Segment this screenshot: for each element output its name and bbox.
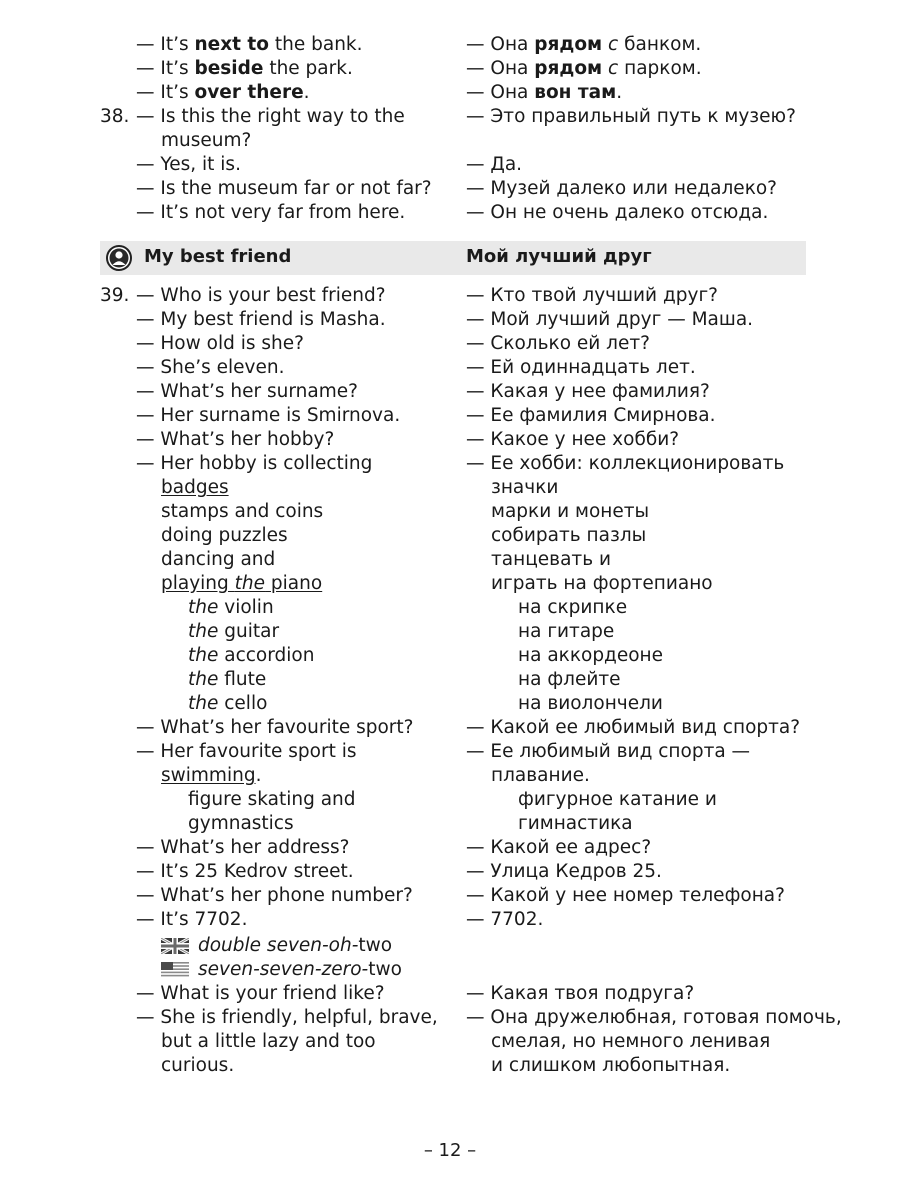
dialog-line-en: — Is this the right way to the [136,106,405,127]
instrument-ru: на флейте [518,669,621,690]
item-number: 38. [100,106,130,127]
dialog-line-en: — It’s 7702. [136,909,248,930]
vocab-line-ru: собирать пазлы [491,525,647,546]
person-icon [106,245,132,271]
dialog-line-en: — What’s her phone number? [136,885,413,906]
vocab-line-ru: гимнастика [518,813,633,834]
instrument-en: the flute [188,669,267,690]
dialog-line-ru: — Это правильный путь к музею? [466,106,796,127]
instrument-en: the accordion [188,645,315,666]
dialog-line-en-cont: but a little lazy and too [161,1031,376,1052]
dialog-line-ru: — Какая твоя подруга? [466,983,695,1004]
dialog-line-en: — Her favourite sport is [136,741,357,762]
vocab-line-en: figure skating and [188,789,356,810]
dialog-line-ru: — Какой ее адрес? [466,837,652,858]
vocab-line-en: doing puzzles [161,525,288,546]
dialog-line-ru: — Какой ее любимый вид спорта? [466,717,801,738]
dialog-line-en: — She is friendly, helpful, brave, [136,1007,438,1028]
dialog-line-ru-cont: и слишком любопытная. [491,1055,731,1076]
vocab-line-ru: марки и монеты [491,501,650,522]
vocab-line-en: swimming. [161,765,262,786]
dialog-line-ru: — Да. [466,154,523,175]
instrument-ru: на виолончели [518,693,663,714]
dialog-line-ru: — Ей одиннадцать лет. [466,357,696,378]
vocab-line-en: badges [161,477,229,498]
vocab-line-en: dancing and [161,549,276,570]
dialog-line-ru: — Какая у нее фамилия? [466,381,710,402]
instrument-en: the cello [188,693,268,714]
dialog-line-ru-cont: смелая, но немного ленивая [491,1031,771,1052]
instrument-ru: на аккордеоне [518,645,664,666]
vocab-line-ru: фигурное катание и [518,789,717,810]
dialog-line-en: — What’s her hobby? [136,429,335,450]
dialog-line-ru: — Ее любимый вид спорта — [466,741,751,762]
vocab-line-en: gymnastics [188,813,294,834]
dialog-line-ru: — Улица Кедров 25. [466,861,662,882]
dialog-line-en: — Who is your best friend? [136,285,386,306]
vocab-line-en: stamps and coins [161,501,324,522]
dialog-line-ru: — Сколько ей лет? [466,333,650,354]
dialog-line-en: — What is your friend like? [136,983,385,1004]
instrument-en: the violin [188,597,274,618]
dialog-line-ru: — Он не очень далеко отсюда. [466,202,769,223]
dialog-line-ru: — Она рядом с парком. [466,58,702,79]
instrument-en: the guitar [188,621,280,642]
dialog-line-ru: — Ее хобби: коллекционировать [466,453,785,474]
vocab-line-ru: играть на фортепиано [491,573,713,594]
dialog-line-en: — My best friend is Masha. [136,309,386,330]
section-title-ru: Мой лучший друг [466,246,652,267]
dialog-line-en-cont: curious. [161,1055,235,1076]
dialog-line-en: — It’s not very far from here. [136,202,406,223]
item-number: 39. [100,285,130,306]
dialog-line-en-cont: museum? [161,130,252,151]
dialog-line-en: — What’s her address? [136,837,350,858]
dialog-line-ru: — Мой лучший друг — Маша. [466,309,754,330]
dialog-line-en: — It’s over there. [136,82,310,103]
dialog-line-en: — It’s beside the park. [136,58,353,79]
dialog-line-ru: — Она вон там. [466,82,623,103]
section-title-en: My best friend [144,246,292,267]
dialog-line-en: — Her surname is Smirnova. [136,405,401,426]
pronunciation-us: seven-seven-zero-two [198,959,402,980]
dialog-line-ru: — Музей далеко или недалеко? [466,178,778,199]
uk-flag-icon [161,938,189,954]
dialog-line-en: — How old is she? [136,333,304,354]
vocab-line-ru: танцевать и [491,549,612,570]
instrument-ru: на скрипке [518,597,628,618]
us-flag-icon [161,962,189,978]
instrument-ru: на гитаре [518,621,615,642]
page-number: – 12 – [423,1140,477,1161]
vocab-line-ru: плавание. [491,765,590,786]
dialog-line-ru: — Какой у нее номер телефона? [466,885,785,906]
dialog-line-en: — Is the museum far or not far? [136,178,432,199]
vocab-line-en: playing the piano [161,573,323,594]
dialog-line-en: — Yes, it is. [136,154,241,175]
pronunciation-uk: double seven-oh-two [198,935,393,956]
dialog-line-en: — Her hobby is collecting [136,453,373,474]
dialog-line-ru: — Ее фамилия Смирнова. [466,405,716,426]
dialog-line-en: — She’s eleven. [136,357,285,378]
dialog-line-ru: — Она рядом с банком. [466,34,702,55]
dialog-line-ru: — 7702. [466,909,544,930]
dialog-line-en: — What’s her favourite sport? [136,717,414,738]
dialog-line-en: — It’s 25 Kedrov street. [136,861,354,882]
dialog-line-en: — What’s her surname? [136,381,358,402]
section-heading-band [100,241,806,275]
dialog-line-en: — It’s next to the bank. [136,34,363,55]
vocab-line-ru: значки [491,477,559,498]
dialog-line-ru: — Кто твой лучший друг? [466,285,718,306]
dialog-line-ru: — Какое у нее хобби? [466,429,680,450]
dialog-line-ru: — Она дружелюбная, готовая помочь, [466,1007,842,1028]
